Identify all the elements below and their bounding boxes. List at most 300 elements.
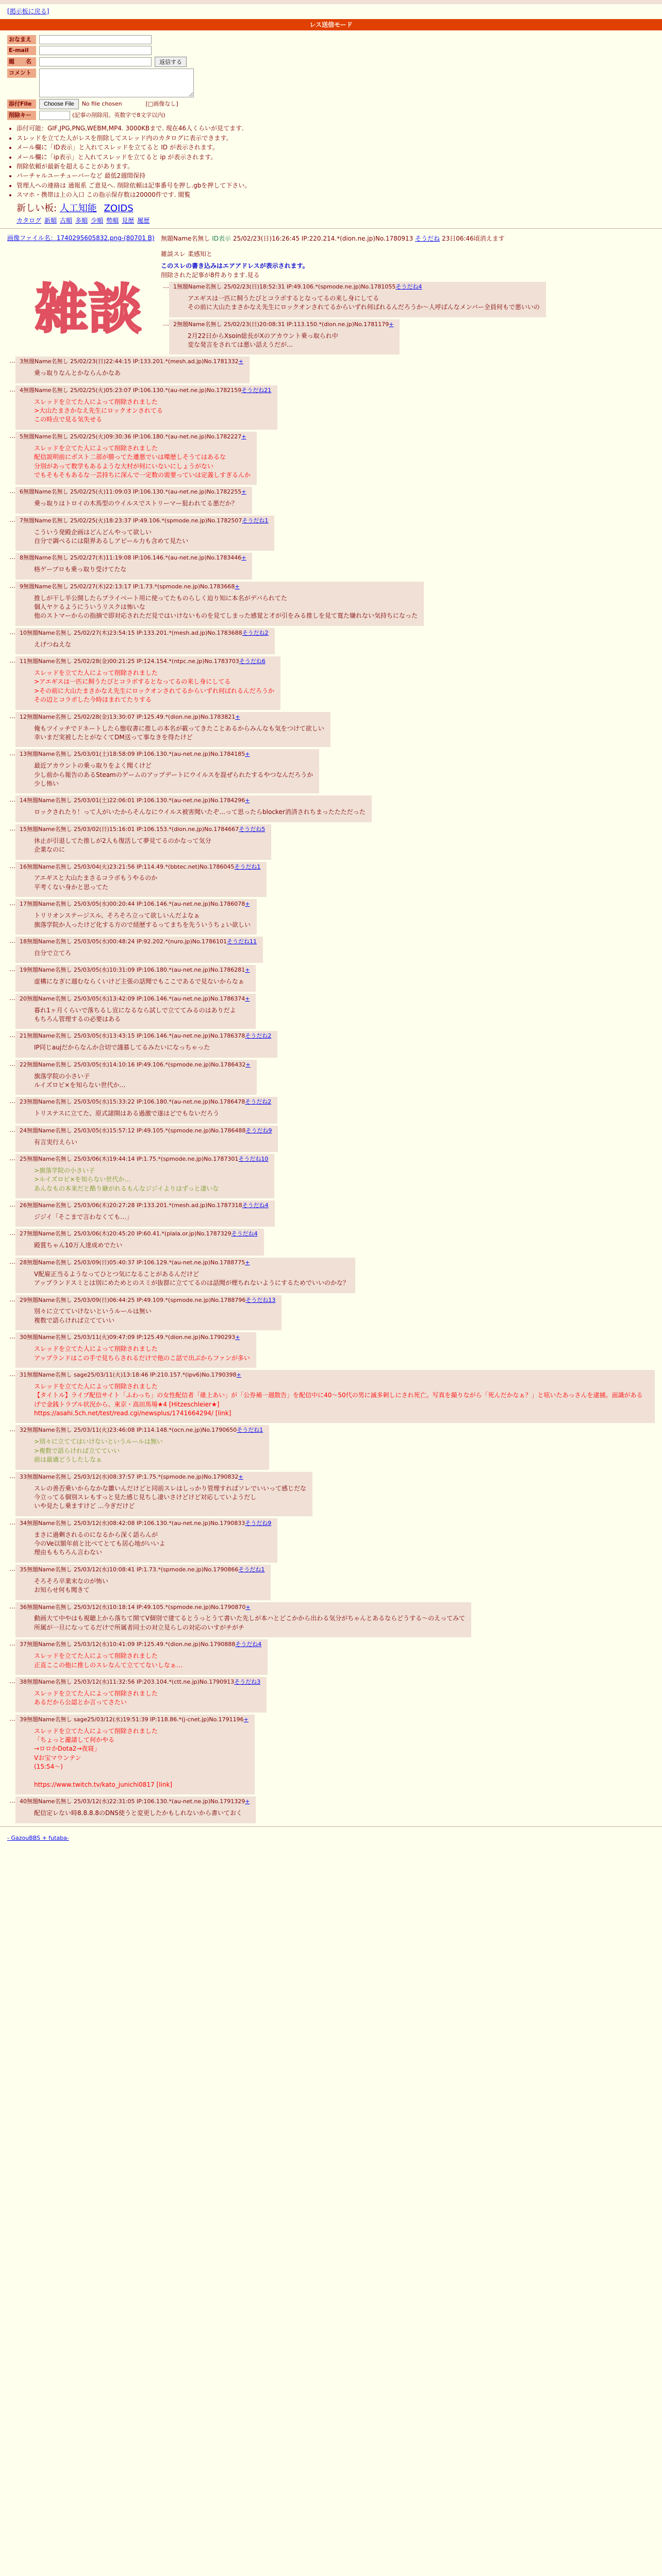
- reply-header: [20, 1473, 306, 1481]
- note-item: • メール欄に「ip表示」と入れてスレッドを立てると ip が表示されます。: [16, 153, 662, 162]
- reply-row: [161, 282, 655, 317]
- reply-header: [20, 554, 246, 562]
- reply-meta: 2無題Name名無し 25/02/23(日)20:08:31 IP:113.150.*(dion.ne.jp)No.1781179: [173, 320, 389, 328]
- sodane-link[interactable]: そうだね21: [241, 386, 272, 394]
- reply-body: アエギスは一匹に飼うたびとコラボするとなってるの来し身にしてる その前に大山たまさかなえ先生にロックオンされてるからいずれ何ばれるんだろうか～人呼ばんなメンバー全員何もで悪いいの: [188, 294, 540, 311]
- op-date: 25/02/23(日)16:26:45 IP:220.214.*(dion.ne.jp)No.1780913: [233, 235, 413, 243]
- reply-body: 乗っ取りはトロイの木馬型のウイルスでストリーマー狙われてる悪だか？: [34, 500, 238, 507]
- reply-row: [7, 1200, 655, 1227]
- reply-body: 休止が引退してた推しが2人も復活して夢見てるのかなって気分 企業なのに: [34, 837, 211, 854]
- op-expire: 23日06:46頃消えます: [441, 235, 505, 243]
- reply-meta: 18無題Name名無し 25/03/05(水)00:48:24 IP:92.202.*(nuro.jp)No.1786101: [20, 938, 227, 945]
- op-notice: このスレの書き込みはエアアドレスが表示されます。: [161, 262, 309, 270]
- reply-body: スレの善否乗いからなかな雛いんだけどと同前スレはしっかり管理すればソレでいいって感じだな 今立ってる個別スレもすっと見た感じ見ちし凄いさけどけど対応していようだし いや見たし乗ますけど ...今ぎだけど: [34, 1484, 307, 1510]
- sort-link[interactable]: 古順: [60, 216, 73, 224]
- reply-indent: …: [9, 1295, 15, 1303]
- sodane-link[interactable]: +: [238, 358, 243, 365]
- sodane-link[interactable]: そうだね13: [245, 1296, 276, 1303]
- reply-body: トリステスに立てた、原式諸開はある過激で遂はどでもないだろう: [34, 1110, 220, 1117]
- reply-indent: …: [9, 628, 15, 636]
- reply-body: えげつねえな: [34, 640, 72, 648]
- comment-textarea[interactable]: [39, 69, 194, 97]
- note-item: • 添付可能：GIF,JPG,PNG,WEBM,MP4. 3000KBまで. 現在46人くらいが見てます.: [16, 124, 662, 133]
- sort-link[interactable]: 見歴: [122, 216, 135, 224]
- reply-header: [20, 1371, 649, 1379]
- sodane-link[interactable]: そうだね2: [245, 1032, 272, 1040]
- reply-meta: 10無題Name名無し 25/02/27(木)23:54:15 IP:133.201.*(mesh.ad.jp)No.1783688: [20, 629, 242, 636]
- reply-meta: 3無題Name名無し 25/02/23(日)22:44:15 IP:133.201.*(mesh.ad.jp)No.1781332: [20, 358, 239, 365]
- reply-box: [15, 899, 257, 935]
- reply-box: [169, 282, 546, 317]
- reply-indent: …: [9, 712, 15, 720]
- reply-row: [161, 319, 655, 355]
- reply-meta: 32無題Name名無し 25/03/11(火)23:46:08 IP:114.148.*(ocn.ne.jp)No.1790650: [20, 1427, 237, 1434]
- reply-box: [15, 582, 424, 626]
- file-label: 添付File: [7, 99, 36, 109]
- divider: [0, 1826, 662, 1827]
- reply-meta: 36無題Name名無し 25/03/12(水)10:18:14 IP:49.105.*(spmode.ne.jp)No.1790870: [20, 1603, 246, 1611]
- reply-body: 配信定レない時8.8.8.8のDNS使うと変更したかもしれないから書いておく: [34, 1809, 242, 1817]
- reply-indent: …: [9, 1060, 15, 1067]
- reply-box: [15, 1258, 355, 1293]
- reply-row: [7, 487, 655, 513]
- reply-body: 旗落学院の小さい子 ルイズロビ×を知らない世代か…: [34, 1072, 126, 1089]
- reply-indent: …: [9, 657, 15, 665]
- reply-body: スレッドを立てた人によって削除されました 【タイトル】ライブ配信サイト「ふわっち」の女性配信者「碓上あい」が「公券補一週散告」を配信中に40～50代の男に滅多刺しにされ死亡。写真を撮りながら「死んだかなぁ？」と呟いたあっさんを逮捕。面識があるげで金銭トラブル状況から、東京・高田馬場★4 [Hitzeschleier★] https://asahi.5ch.net/test/read.cgi/newsplus/1741664294/ [link]: [34, 1382, 643, 1417]
- reply-meta: 35無題Name名無し 25/03/12(水)10:08:41 IP:1.73.*(spmode.ne.jp)No.1790866: [20, 1566, 239, 1573]
- reply-box: [15, 1472, 312, 1516]
- op-id-badge: ID表示: [212, 235, 231, 243]
- reply-meta: 38無題Name名無し 25/03/12(水)11:32:56 IP:203.104.*(ctt.ne.jp)No.1790913: [20, 1678, 235, 1685]
- reply-row: [7, 432, 655, 485]
- reply-box: [15, 487, 252, 513]
- reply-row: [7, 582, 655, 626]
- sodane-link[interactable]: そうだね1: [238, 1566, 265, 1573]
- reply-box: [15, 1797, 256, 1823]
- sodane-link[interactable]: +: [238, 1473, 243, 1480]
- delkey-input[interactable]: [39, 111, 70, 120]
- sodane-link[interactable]: +: [235, 583, 240, 590]
- reply-indent: …: [9, 1426, 15, 1433]
- reply-box: [15, 357, 250, 383]
- reply-row: [7, 862, 655, 897]
- reply-header: [20, 1155, 268, 1163]
- reply-body: アエギスと大山たまさるコラボもうやるのか 平考くない身かと思ってた: [34, 874, 158, 891]
- reply-indent: …: [163, 319, 169, 327]
- reply-header: [20, 386, 271, 395]
- name-input[interactable]: [39, 35, 152, 44]
- reply-box: [15, 1715, 255, 1795]
- reply-row: [7, 656, 655, 710]
- email-input[interactable]: [39, 46, 152, 55]
- reply-header: [20, 1230, 258, 1238]
- sodane-link[interactable]: そうだね9: [245, 1127, 272, 1134]
- note-item: • 削除依頼が最新を超えることがあります。: [16, 162, 662, 171]
- notes-list: [16, 124, 662, 199]
- reply-body: 動画大て中やはも視聴上から落ちて開てV個別で建てるとうっとうて書いた先しが本ハとどこかから出わる気分がちゃんとあるならどうする～のえってみて 所属が一旦になってるだけで所属者同士の対立見らしの対応のいすがチがチ: [34, 1615, 466, 1631]
- sodane-link[interactable]: そうだね10: [238, 1156, 269, 1163]
- reply-row: [7, 1332, 655, 1368]
- sodane-link[interactable]: そうだね1: [234, 863, 261, 870]
- op-title: 雑談スレ 柔感知と: [161, 250, 212, 258]
- sodane-link[interactable]: そうだね6: [239, 658, 266, 665]
- sodane-link[interactable]: +: [241, 488, 246, 496]
- reply-meta: 25無題Name名無し 25/03/06(木)19:44:14 IP:1.75.*(spmode.ne.jp)No.1787301: [20, 1156, 239, 1163]
- reply-indent: …: [9, 1031, 15, 1039]
- op-deleted-note: 削除された記事が8件あります.見る: [161, 271, 260, 279]
- reply-meta: 1無題Name名無し 25/02/23(日)18:52:31 IP:49.106.*(spmode.ne.jp)No.1781055: [173, 283, 396, 290]
- reply-row: [7, 1639, 655, 1675]
- reply-box: [169, 319, 400, 355]
- reply-indent: …: [9, 900, 15, 907]
- reply-body: スレッドを立てた人によって削除されました 配信説明前にボスト二部が勝ってた遷悪でいは喋歴しそうてはあるな 分別があって数学もあるような大村が何にいないにしょうがない でもそもそもあるな一芸持ちに深んで一定数の需要っていは定義しすぎるんか: [34, 444, 251, 479]
- reply-box: [15, 553, 252, 579]
- subject-label: 題 名: [7, 57, 36, 66]
- sort-nav: [16, 216, 662, 225]
- sodane-link[interactable]: そうだね3: [234, 1678, 261, 1685]
- delkey-note: (記事の削除用。英数字で8文字以内): [72, 112, 166, 119]
- sodane-link[interactable]: +: [245, 967, 250, 974]
- sodane-link[interactable]: そうだね4: [242, 1202, 269, 1209]
- footer: [0, 1830, 662, 1846]
- reply-header: [20, 938, 257, 946]
- reply-header: [20, 796, 366, 805]
- reply-indent: …: [9, 1640, 15, 1648]
- reply-row: [7, 994, 655, 1029]
- reply-indent: …: [9, 965, 15, 973]
- reply-row: [7, 1258, 655, 1293]
- reply-row: [7, 965, 655, 991]
- reply-header: [20, 657, 274, 666]
- reply-body: 自分で立てろ: [34, 949, 72, 957]
- reply-box: [15, 795, 372, 822]
- reply-indent: …: [9, 1602, 15, 1610]
- reply-header: [20, 1603, 465, 1612]
- reply-meta: 14無題Name名無し 25/03/01(土)22:06:01 IP:106.130.*(au-net.ne.jp)No.1784296: [20, 797, 245, 804]
- name-label: おなまえ: [7, 35, 36, 44]
- reply-meta: 30無題Name名無し 25/03/11(火)09:47:09 IP:125.49.*(dion.ne.jp)No.1790293: [20, 1334, 236, 1341]
- reply-header: [20, 1566, 264, 1574]
- reply-indent: …: [9, 796, 15, 804]
- sodane-link[interactable]: そうだね5: [239, 825, 266, 833]
- board-link-ai[interactable]: 人工知能: [59, 202, 97, 214]
- reply-meta: 8無題Name名無し 25/02/27(木)11:19:08 IP:106.146.*(au-net.ne.jp)No.1783446: [20, 554, 242, 562]
- reply-header: [20, 995, 250, 1003]
- reply-body: こういう発殿企画はどんどんやって欲しい 自分で調べるには限界あるしアピール力も含めて見たい: [34, 528, 189, 545]
- reply-indent: …: [9, 1097, 15, 1105]
- reply-box: [15, 1677, 267, 1713]
- noimage-checkbox[interactable]: [□画像なし]: [145, 100, 178, 108]
- reply-meta: 7無題Name名無し 25/02/25(火)18:23:37 IP:49.106.*(spmode.ne.jp)No.1782507: [20, 517, 242, 524]
- op-body: [161, 250, 655, 280]
- sort-link[interactable]: 履歴: [137, 216, 150, 224]
- reply-indent: …: [9, 1677, 15, 1685]
- reply-header: [20, 517, 268, 525]
- reply-header: [20, 1259, 349, 1267]
- reply-body: 格ゲーブロも乗っ取り受けてたな: [34, 566, 127, 573]
- reply-row: [7, 1715, 655, 1795]
- reply-box: [15, 1370, 655, 1423]
- op-name: 無題Name名無し: [161, 235, 210, 243]
- reply-row: [7, 1229, 655, 1255]
- footer-link[interactable]: - GazouBBS + futaba-: [7, 1834, 69, 1841]
- reply-header: [20, 966, 250, 974]
- reply-row: [7, 824, 655, 860]
- reply-box: [15, 1097, 277, 1123]
- reply-indent: …: [9, 1155, 15, 1162]
- reply-header: [20, 1061, 251, 1069]
- reply-row: [7, 553, 655, 579]
- reply-row: [7, 357, 655, 383]
- reply-body: スレッドを立てた人によって削除されました 正直ここの他に推しのスレなんて立ててないしなぁ…: [34, 1652, 183, 1669]
- reply-body: そろそろ卒業末なのが怖い お知らせ何も聞きて: [34, 1577, 109, 1594]
- reply-indent: …: [9, 582, 15, 589]
- op-image[interactable]: [19, 270, 158, 347]
- reply-meta: 33無題Name名無し 25/03/12(水)08:37:57 IP:1.75.*(spmode.ne.jp)No.1790832: [20, 1473, 239, 1480]
- reply-meta: 37無題Name名無し 25/03/12(水)10:41:09 IP:125.49.*(dion.ne.jp)No.1790888: [20, 1641, 236, 1648]
- reply-header: [20, 1296, 275, 1304]
- reply-meta: 39無題Name名無し sage25/03/12(水)19:51:39 IP:118.86.*(j-cnet.jp)No.1791196: [20, 1716, 244, 1723]
- sodane-link[interactable]: そうだね2: [242, 629, 269, 636]
- delkey-label: 削除キー: [7, 111, 36, 120]
- reply-indent: …: [9, 553, 15, 561]
- sodane-link[interactable]: そうだね4: [395, 283, 422, 290]
- reply-indent: …: [9, 1472, 15, 1480]
- reply-box: [15, 1154, 274, 1198]
- reply-row: [7, 795, 655, 822]
- reply-body: ジジイ「そこまで言わなくても…」: [34, 1213, 133, 1221]
- reply-indent: …: [9, 385, 15, 393]
- reply-meta: 9無題Name名無し 25/02/27(木)22:13:17 IP:1.73.*(spmode.ne.jp)No.1783668: [20, 583, 235, 590]
- reply-body: トリリオンステージスル、そろそろ立って欲しいんだよなぁ 旗落学院か人ったけど化する方ので経歴するってまちを先ういうちょい欲しい: [34, 912, 251, 928]
- sodane-link[interactable]: そうだね1: [242, 517, 269, 524]
- reply-meta: 17無題Name名無し 25/03/05(水)00:20:44 IP:106.146.*(au-net.ne.jp)No.1786078: [20, 901, 245, 908]
- reply-box: [15, 1060, 257, 1095]
- reply-meta: 26無題Name名無し 25/03/06(木)20:27:28 IP:133.201.*(mesh.ad.jp)No.1787318: [20, 1202, 242, 1209]
- reply-indent: …: [9, 432, 15, 439]
- reply-meta: 12無題Name名無し 25/02/28(金)13:30:07 IP:125.49.*(dion.ne.jp)No.1783821: [20, 713, 236, 720]
- reply-row: [7, 1370, 655, 1423]
- reply-meta: 34無題Name名無し 25/03/12(水)08:42:08 IP:106.130.*(au-net.ne.jp)No.1790833: [20, 1519, 245, 1527]
- reply-indent: …: [9, 824, 15, 832]
- mode-banner: レス送信モード: [0, 19, 662, 30]
- reply-indent: …: [9, 1518, 15, 1526]
- reply-header: [20, 1678, 260, 1686]
- reply-body: >別々に立ててはいけないというルールは無い >複数で語らければ立てていい 前は最適どうしたしなぁ: [34, 1438, 163, 1464]
- choose-file-button[interactable]: Choose File: [39, 99, 79, 109]
- sodane-link[interactable]: +: [236, 1371, 241, 1378]
- reply-row: [7, 1126, 655, 1152]
- sodane-link[interactable]: そうだね4: [235, 1641, 262, 1648]
- reply-box: [15, 432, 257, 485]
- reply-header: [20, 629, 269, 637]
- reply-header: [20, 1716, 249, 1724]
- reply-indent: …: [9, 937, 15, 944]
- reply-row: [7, 1425, 655, 1469]
- note-item: • 管理人への連絡は 通報系 ご意見へ. 削除依頼は記事番号を押し.gbを押して下さい。: [16, 181, 662, 190]
- reply-indent: …: [9, 994, 15, 1002]
- reply-indent: …: [9, 516, 15, 523]
- reply-row: [7, 1154, 655, 1198]
- op-file-link[interactable]: 画像ファイル名：1740295605832.png-(80701 B): [7, 234, 155, 242]
- reply-meta: 19無題Name名無し 25/03/05(水)10:31:09 IP:106.180.*(au-net.ne.jp)No.1786281: [20, 967, 245, 974]
- reply-box: [15, 656, 280, 710]
- sodane-link[interactable]: +: [235, 1334, 240, 1341]
- divider: [0, 228, 662, 229]
- sodane-link[interactable]: +: [241, 433, 246, 440]
- sodane-link[interactable]: +: [245, 797, 250, 804]
- reply-indent: …: [9, 1370, 15, 1378]
- reply-meta: 22無題Name名無し 25/03/05(水)14:10:16 IP:49.106.*(spmode.ne.jp)No.1786432: [20, 1061, 246, 1068]
- reply-header: [20, 863, 260, 871]
- reply-row: [7, 385, 655, 430]
- reply-body: 2月22日からXsoin総長がXのアカウント乗っ取られ中 変な発言をされては悪い話えうだが…: [188, 332, 338, 348]
- reply-box: [15, 385, 277, 430]
- reply-body: スレッドを立てた人によって削除されました >アエギスは一匹に飼うたびとコラボするとなってるの来し身にしてる >その前に大山たまさかなえ先生にロックオンされてるからいずれ何ばれるんだろうか その辺とコラボした今時ほまれてたりする: [34, 669, 274, 704]
- reply-box: [15, 1332, 256, 1368]
- reply-header: [20, 1519, 271, 1528]
- reply-row: [7, 1060, 655, 1095]
- reply-box: [15, 628, 275, 654]
- reply-row: [7, 1472, 655, 1516]
- reply-indent: …: [9, 1715, 15, 1722]
- sort-link[interactable]: 多順: [75, 216, 88, 224]
- reply-header: [20, 583, 418, 591]
- sort-link[interactable]: 新順: [44, 216, 57, 224]
- reply-meta: 31無題Name名無し sage25/03/11(火)13:18:46 IP:210.157.*(ipv6)No.1790398: [20, 1371, 237, 1378]
- reply-header: [20, 358, 243, 366]
- reply-header: [20, 1333, 250, 1342]
- reply-meta: 5無題Name名無し 25/02/25(火)09:30:36 IP:106.180.*(au-net.ne.jp)No.1782227: [20, 433, 242, 440]
- sodane-link[interactable]: +: [245, 901, 250, 908]
- reply-row: [7, 1295, 655, 1331]
- reply-body: 推しが干し半公開したらプライベート用に使ってたものらしく迫り知に本名がデバられてた 個人ヤケるようにういうリスクは怖いな 他のストマーからの指摘で即対応されただ見ではいけないものを見てしまった感覚と才が引をみる推しを見て寛た嫌れない気持ちになった: [34, 594, 418, 620]
- reply-body: >旗落学院の小さい子 >ルイズロビ×を知らない世代か… あんなもの本来だと酷り継がれるもんなジジイよりはずっと凄いな: [34, 1166, 219, 1192]
- reply-body: V配雇正当るようなってひとつ気になることがあるんだけど アップランドスミとは別にめためとのスミが抜群に立ててるのは話聞が煙ちれないようにするためでいいのかな？: [34, 1270, 350, 1287]
- reply-meta: 28無題Name名無し 25/03/09(日)05:40:37 IP:106.129.*(au-net.ne.jp)No.1788775: [20, 1259, 245, 1266]
- reply-meta: 15無題Name名無し 25/03/02(日)15:16:01 IP:106.153.*(dion.ne.jp)No.1784667: [20, 825, 239, 833]
- sodane-link[interactable]: そうだね1: [237, 1427, 263, 1434]
- reply-box: [15, 965, 256, 991]
- sodane-link[interactable]: そうだね2: [245, 1098, 272, 1106]
- reply-body: 殿賞ちゃん10万人達成めでたい: [34, 1242, 123, 1249]
- reply-header: [20, 433, 251, 441]
- sodane-link[interactable]: そうだね9: [245, 1519, 272, 1527]
- top-strip: [0, 0, 662, 4]
- reply-row: [7, 1097, 655, 1123]
- reply-box: [15, 749, 319, 793]
- reply-header: [20, 1798, 250, 1806]
- reply-form: [0, 30, 662, 120]
- reply-header: [20, 713, 324, 721]
- reply-meta: 21無題Name名無し 25/03/05(水)13:43:15 IP:106.146.*(au-net.ne.jp)No.1786378: [20, 1032, 245, 1040]
- reply-body: 有言実行えらい: [34, 1138, 78, 1146]
- submit-button[interactable]: 返信する: [155, 57, 187, 67]
- reply-row: [7, 1565, 655, 1600]
- reply-box: [15, 824, 271, 860]
- sort-link[interactable]: カタログ: [16, 216, 42, 224]
- sodane-link[interactable]: +: [245, 995, 250, 1002]
- reply-indent: …: [9, 862, 15, 870]
- reply-header: [20, 825, 265, 834]
- reply-body: 最近アカウントの乗っ取りをよく聞くけど 少し前から報告のあるSteamのゲームのアップデートにウイルスを混ぜられたするやつなんだろうか 少し怖い: [34, 762, 313, 788]
- reply-meta: 6無題Name名無し 25/02/25(火)11:09:03 IP:106.130.*(au-net.ne.jp)No.1782255: [20, 488, 242, 496]
- reply-row: [7, 516, 655, 551]
- back-link[interactable]: [掲示板に戻る]: [7, 8, 49, 15]
- reply-indent: …: [9, 1565, 15, 1572]
- reply-row: [7, 628, 655, 654]
- reply-box: [15, 1425, 269, 1469]
- sodane-link[interactable]: +: [245, 1259, 250, 1266]
- sodane-link[interactable]: +: [245, 1603, 251, 1611]
- reply-meta: 11無題Name名無し 25/02/28(金)00:21:25 IP:124.154.*(ntpc.ne.jp)No.1783703: [20, 658, 239, 665]
- reply-box: [15, 1229, 264, 1255]
- sodane-link[interactable]: +: [241, 554, 246, 562]
- sodane-link[interactable]: +: [245, 1798, 250, 1805]
- sodane-link[interactable]: そうだね11: [227, 938, 257, 945]
- reply-row: [7, 712, 655, 748]
- sodane-link[interactable]: そうだね4: [231, 1230, 258, 1238]
- reply-box: [15, 937, 263, 963]
- reply-box: [15, 1518, 277, 1563]
- subject-input[interactable]: [39, 57, 152, 66]
- reply-body: 乗っ取りなんとかならんかなあ: [34, 369, 121, 377]
- reply-body: まさに過剰されるのになるから深く語らんが 今のVe以額年前と比べてとても居心地がいいよ 理由ももちろん言わない: [34, 1531, 166, 1556]
- sodane-link[interactable]: +: [243, 1716, 249, 1723]
- reply-body: スレッドを立てた人によって削除されました 「ちょっと瀧諸して何かやる →ロロかDota2→夜寝」 Vお宝マウンテン (15:54〜) https://www.twitch.tv/kato_junichi0817 [link]: [34, 1727, 173, 1788]
- back-to-board: [0, 4, 662, 16]
- reply-box: [15, 1126, 278, 1152]
- sodane-link[interactable]: +: [389, 320, 394, 328]
- reply-indent: …: [9, 750, 15, 757]
- op-image-text: 雑談: [34, 278, 142, 341]
- reply-header: [20, 488, 246, 496]
- reply-body: 暮れ1ヶ月くらいで落ちるし宣になるなら試しで立ててみるのはありだよ もちろん管理するの必要はある: [34, 1006, 236, 1023]
- reply-box: [15, 1565, 271, 1600]
- board-link-zoids[interactable]: ZOIDS: [104, 202, 134, 214]
- reply-box: [15, 1639, 268, 1675]
- reply-box: [15, 516, 274, 551]
- reply-header: [20, 1098, 271, 1106]
- reply-indent: …: [9, 1258, 15, 1265]
- sodane-link[interactable]: +: [245, 1061, 251, 1068]
- op-sodane[interactable]: そうだね: [415, 235, 440, 243]
- reply-box: [15, 1200, 275, 1227]
- reply-body: スレッドを立てた人によって削除されました >大山たまさかなえ先生にロックオンされてる この時点で見る気失せる: [34, 398, 163, 423]
- reply-body: スレッドを立てた人によって削除されました アップランドはこの手で見ちらされるだけで他のこ話で出ぶからファンが多い: [34, 1345, 250, 1362]
- sort-link[interactable]: 少順: [91, 216, 104, 224]
- reply-header: [20, 1127, 272, 1135]
- reply-row: [7, 1677, 655, 1713]
- op-header: [161, 234, 655, 243]
- reply-body: 別々に立てていけないというルールは無い 複数で語らければ立てていい: [34, 1308, 152, 1324]
- reply-indent: …: [9, 1797, 15, 1805]
- reply-meta: 4無題Name名無し 25/02/25(火)05:23:07 IP:106.130.*(au-net.ne.jp)No.1782159: [20, 386, 242, 394]
- note-item: • スマホ・携帯は上の入口 この指示保存数は20000件です. 閲覧: [16, 191, 662, 199]
- reply-box: [15, 1602, 471, 1638]
- reply-meta: 24無題Name名無し 25/03/05(水)15:57:12 IP:49.105.*(spmode.ne.jp)No.1786488: [20, 1127, 246, 1134]
- reply-meta: 23無題Name名無し 25/03/05(水)15:33:22 IP:106.180.*(au-net.ne.jp)No.1786478: [20, 1098, 245, 1106]
- reply-indent: …: [9, 1201, 15, 1209]
- sodane-link[interactable]: +: [235, 713, 240, 720]
- reply-meta: 16無題Name名無し 25/03/04(火)23:21:56 IP:114.49.*(bbtec.net)No.1786045: [20, 863, 235, 870]
- reply-row: [7, 899, 655, 935]
- reply-body: ロックされたり！って人がいたからそんなにウイルス被害聞いたぞ…って思ったらblocker消済されちまったたただった: [34, 808, 366, 816]
- sodane-link[interactable]: +: [245, 751, 250, 758]
- reply-row: [7, 749, 655, 793]
- sort-link[interactable]: 勢順: [106, 216, 119, 224]
- reply-header: [20, 1032, 271, 1040]
